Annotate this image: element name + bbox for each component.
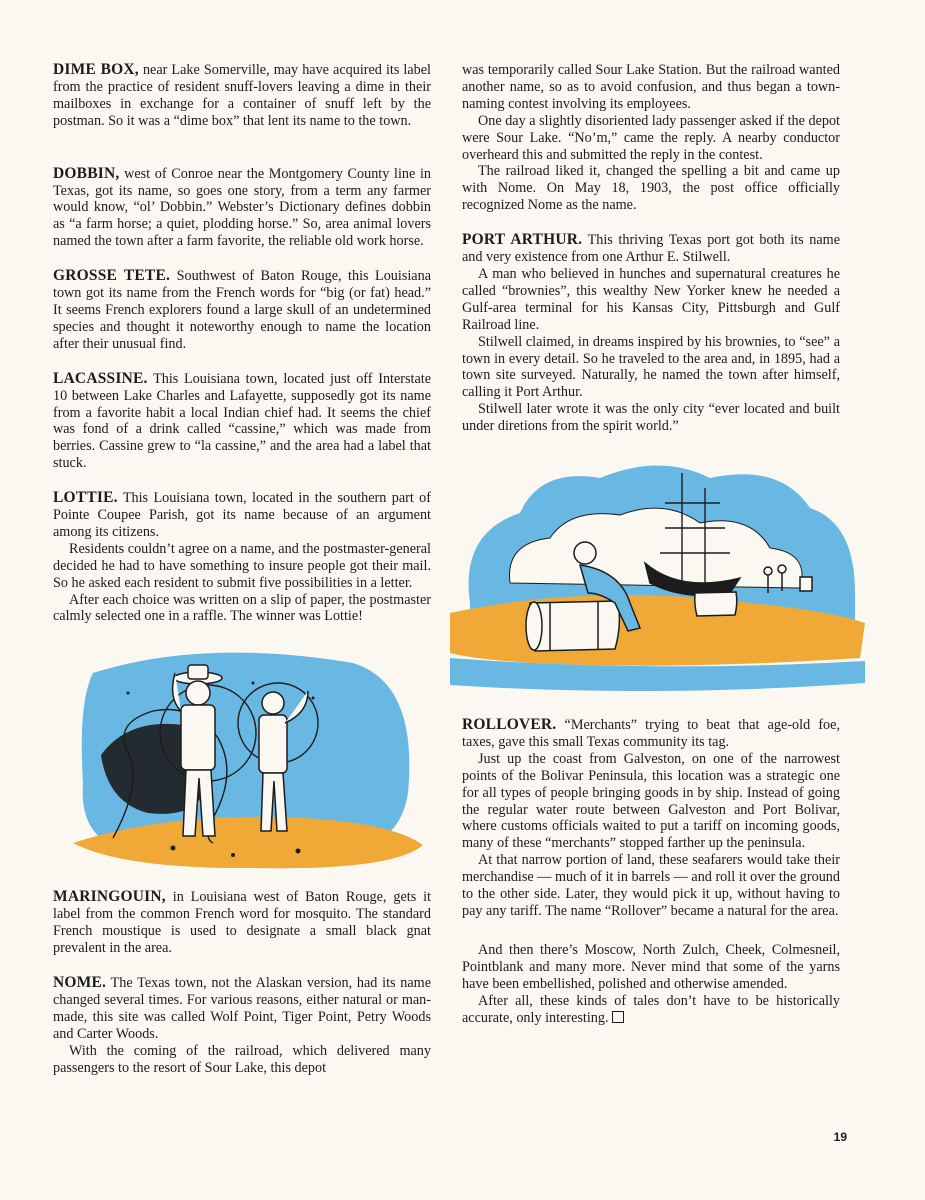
entry-title: DOBBIN, [53,164,120,182]
entry-nome [53,975,431,1076]
entry-text: This Louisiana town, located just off Interstate 10 between Lake Charles and Lafayette, supposedly got its name from a favorite habit a local Indian chief had. It seems the chief was fond of a drink called “cassine,” which was made from berries. Cassine grew to “la cassine,” and the area had a label that stuck. [53,370,431,472]
entry-text: Just up the coast from Galveston, on one of the narrowest points of the Bolivar Peninsula, this location was a strategic one for all types of people bringing goods in by ship. Instead of going the regular water route between Galveston and Port Bolivar, where customs officials waited to put a tariff on incoming goods, many of these “merchants” stopped farther up the peninsula. [462,750,840,852]
entry-dobbin [53,166,431,251]
entry-text: A man who believed in hunches and supernatural creatures he called “brownies”, this wealthy New Yorker knew he needed a Gulf-area terminal for his Kansas City, Pittsburgh and Gulf Railroad line. [462,265,840,333]
entry-lacassine [53,371,431,472]
entry-title: MARINGOUIN, [53,888,166,906]
mosquito-illustration [53,643,431,875]
entry-nome-continued [462,62,840,214]
entry-maringouin [53,889,431,957]
entry-lottie [53,490,431,625]
entry-text: One day a slightly disoriented lady passenger asked if the depot were Sour Lake. “No’m,” came the reply. A nearby conductor overheard this and submitted the reply in the contest. [462,112,840,163]
right-column [462,62,840,1044]
entry-text: And then there’s Moscow, North Zulch, Cheek, Colmesneil, Pointblank and many more. Never mind that some of the yarns have been embellished, polished and otherwise amended. [462,941,840,992]
entry-text: At that narrow portion of land, these seafarers would take their merchandise — much of it in barrels — and roll it over the ground to the other side. Later, they would pick it up, without having to pay any tariff. The name “Rollover” became a natural for the area. [462,852,840,919]
entry-text: in Louisiana west of Baton Rouge, gets it label from the common French word for mosquito. The standard French moustique is used to designate a small black gnat prevalent in the area. [53,889,431,957]
entry-text: Stilwell later wrote it was the only city “ever located and built under diretions from the spirit world.” [462,401,840,435]
left-column [53,62,431,1094]
entry-text: The Texas town, not the Alaskan version, had its name changed several times. For various reasons, either natural or man-made, this site was called Wolf Point, Tiger Point, Petry Woods and Carter Woods. [53,975,432,1042]
entry-title: DIME BOX, [53,61,139,78]
entry-text: After each choice was written on a slip of paper, the postmaster calmly selected one in a raffle. The winner was Lottie! [53,591,431,625]
entry-text: Stilwell claimed, in dreams inspired by his brownies, to “see” a town in every detail. So he traveled to the area and, in 1895, had a town site surveyed. Naturally, he named the town after himself, calling it Port Arthur. [462,333,840,401]
entry-text: near Lake Somerville, may have acquired its label from the practice of resident snuff-lovers leaving a dime in their mailboxes in exchange for a container of snuff left by the postman. So it was a “dime box” that lent its name to the town. [53,62,431,129]
entry-title: PORT ARTHUR. [462,231,583,249]
page-number: 19 [833,1130,847,1144]
entry-text: Southwest of Baton Rouge, this Louisiana town got its name from the French words for “big (or fat) head.” It seems French explorers found a large skull of an undetermined species and thought it noteworthy enough to name the location after their unusual find. [53,268,431,352]
entry-text: Residents couldn’t agree on a name, and the postmaster-general decided he had to have something to insure people got their mail. So he asked each resident to submit five possibilities in a letter. [53,540,431,591]
entry-rollover [462,717,840,920]
entry-port-arthur [462,232,840,435]
entry-title: NOME. [53,974,107,991]
entry-text: This thriving Texas port got both its name and very existence from one Arthur E. Stilwell. [462,232,840,266]
entry-text: west of Conroe near the Montgomery County line in Texas, got its name, so goes one story, from a term any farmer would know, “ol’ Dobbin.” Webster’s Dictionary defines dobbin as “a farm horse; a quiet, plodding horse.” So, area animal lovers named the town after a farm favorite, the reliable old work horse. [53,165,431,250]
entry-text: After all, these kinds of tales don’t have to be historically accurate, only interesting. [462,992,840,1026]
rollover-barrels-illustration [450,453,870,703]
entry-grosse-tete [53,268,431,353]
entry-text: was temporarily called Sour Lake Station. But the railroad wanted another name, so as to avoid confusion, and thus began a town-naming contest involving its employees. [462,62,840,112]
entry-text: The railroad liked it, changed the spelling a bit and came up with Nome. On May 18, 1903, the post office officially recognized Nome as the name. [462,163,840,214]
entry-text: With the coming of the railroad, which delivered many passengers to the resort of Sour Lake, this depot [53,1042,431,1076]
entry-title: LOTTIE. [53,489,118,507]
end-mark-icon [612,1011,624,1023]
entry-dime-box [53,62,431,130]
closing-paragraphs [462,942,840,1027]
entry-title: GROSSE TETE. [53,267,171,285]
entry-title: ROLLOVER. [462,716,557,734]
entry-title: LACASSINE. [53,369,148,387]
entry-text: This Louisiana town, located in the southern part of Pointe Coupee Parish, got its name because of an argument among its citizens. [53,490,431,540]
entry-text: “Merchants” trying to beat that age-old foe, taxes, gave this small Texas community its tag. [462,717,840,750]
